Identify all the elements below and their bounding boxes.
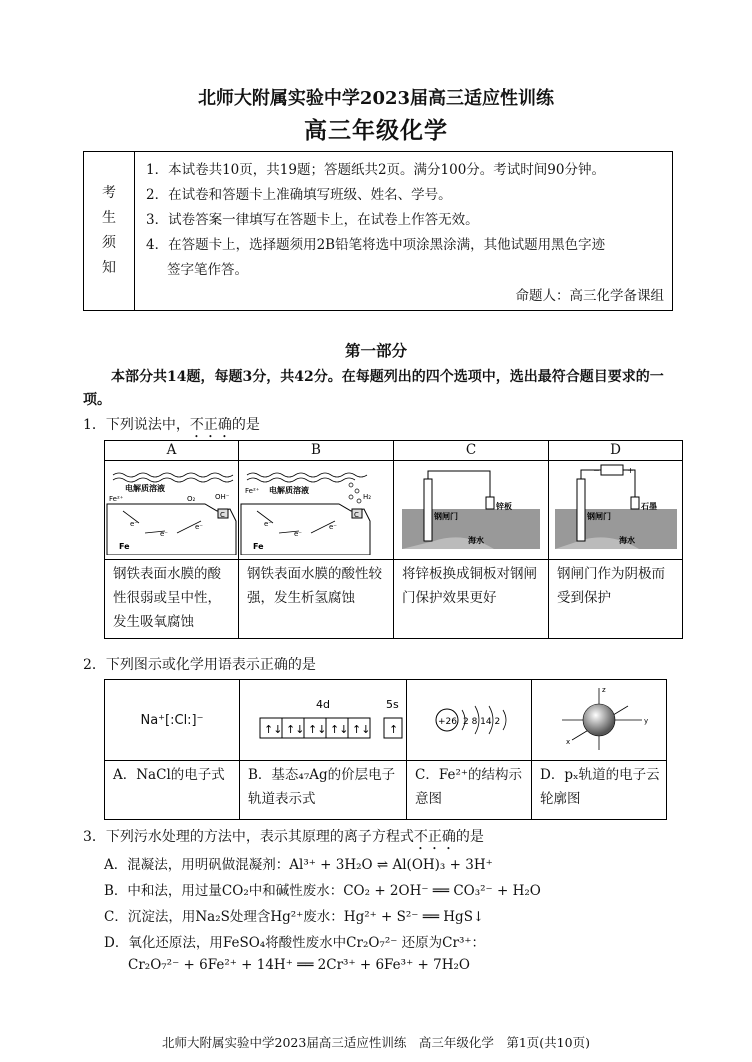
notice-items bbox=[146, 158, 666, 283]
figure-c-cell bbox=[394, 461, 549, 560]
notice-box bbox=[83, 151, 673, 311]
notice-item: 2．在试卷和答题卡上准确填写班级、姓名、学号。 bbox=[146, 187, 452, 203]
fe-ion-structure-diagram bbox=[407, 680, 531, 756]
figure-d-cell bbox=[549, 461, 683, 560]
svg-text:Fe²⁺: Fe²⁺ bbox=[109, 495, 124, 503]
figure-a-cell bbox=[105, 461, 239, 560]
svg-text:H₂: H₂ bbox=[363, 493, 372, 501]
q2-option-d: D．pₓ轨道的电子云轮廓图 bbox=[532, 761, 667, 820]
q3-option-d: D．氧化还原法，用FeSO₄将酸性废水中Cr₂O₇²⁻ 还原为Cr³⁺： bbox=[104, 935, 485, 951]
section-intro: 本部分共14题，每题3分，共42分。在每题列出的四个选项中，选出最符合题目要求的一项。 bbox=[83, 369, 664, 408]
svg-text:2 8 14 2: 2 8 14 2 bbox=[463, 717, 501, 727]
section-title: 第一部分 bbox=[344, 341, 407, 360]
corrosion-a-diagram bbox=[105, 461, 238, 555]
svg-text:5s: 5s bbox=[386, 698, 399, 711]
svg-text:e⁻: e⁻ bbox=[294, 530, 303, 538]
question-3-stem: 3．下列污水处理的方法中，表示其原理的离子方程式不正确的是 bbox=[83, 829, 484, 845]
svg-text:Fe: Fe bbox=[253, 542, 264, 551]
question-2-stem: 2．下列图示或化学用语表示正确的是 bbox=[83, 657, 316, 673]
svg-text:Fe²⁺: Fe²⁺ bbox=[245, 487, 260, 495]
ag-orbital-diagram bbox=[240, 680, 406, 756]
svg-text:e⁻: e⁻ bbox=[130, 520, 139, 528]
svg-text:e⁻: e⁻ bbox=[329, 523, 338, 531]
gate-zinc-diagram bbox=[394, 461, 548, 555]
svg-text:↑↓: ↑↓ bbox=[330, 723, 349, 736]
q2-option-b: B．基态₄₇Ag的价层电子轨道表示式 bbox=[240, 761, 407, 820]
q3-option-b: B．中和法，用过量CO₂中和碱性废水：CO₂ + 2OH⁻ ══ CO₃²⁻ + H₂O bbox=[104, 883, 541, 899]
author-line: 命题人：高三化学备课组 bbox=[515, 288, 664, 304]
col-label-c: C bbox=[394, 441, 549, 461]
px-orbital-cell bbox=[532, 680, 667, 761]
svg-text:锌板: 锌板 bbox=[496, 502, 512, 511]
option-b-text: 钢铁表面水膜的酸性较强，发生析氢腐蚀 bbox=[239, 560, 394, 639]
q2-option-c: C．Fe²⁺的结构示意图 bbox=[407, 761, 532, 820]
emphasis-text: 不正确 bbox=[413, 829, 456, 845]
svg-text:x: x bbox=[566, 738, 571, 746]
svg-text:e⁻: e⁻ bbox=[264, 520, 273, 528]
question-2-table bbox=[104, 679, 667, 820]
option-d-text: 钢闸门作为阴极而受到保护 bbox=[549, 560, 683, 639]
notice-item: 3．试卷答案一律填写在答题卡上，在试卷上作答无效。 bbox=[146, 212, 479, 228]
svg-text:钢闸门: 钢闸门 bbox=[434, 512, 458, 521]
svg-text:C: C bbox=[220, 511, 225, 519]
svg-text:y: y bbox=[644, 717, 649, 725]
nacl-lewis-structure: Na⁺[:Cl:]⁻ bbox=[140, 713, 204, 728]
svg-text:↑↓: ↑↓ bbox=[308, 723, 327, 736]
svg-text:Fe: Fe bbox=[119, 542, 130, 551]
svg-text:+26: +26 bbox=[438, 717, 457, 727]
svg-text:−: − bbox=[593, 466, 600, 475]
svg-text:↑↓: ↑↓ bbox=[352, 723, 371, 736]
fe-structure-cell bbox=[407, 680, 532, 761]
question-1-table bbox=[104, 440, 683, 639]
q3-option-d-equation: Cr₂O₇²⁻ + 6Fe²⁺ + 14H⁺ ══ 2Cr³⁺ + 6Fe³⁺ + 7H₂O bbox=[128, 957, 470, 973]
px-orbital-diagram bbox=[532, 680, 666, 756]
svg-text:z: z bbox=[602, 686, 606, 694]
svg-text:O₂: O₂ bbox=[187, 495, 196, 503]
svg-text:+: + bbox=[627, 466, 634, 475]
svg-text:e⁻: e⁻ bbox=[160, 530, 169, 538]
svg-text:↑↓: ↑↓ bbox=[264, 723, 283, 736]
svg-text:石墨: 石墨 bbox=[641, 502, 657, 511]
emphasis-text: 不正确 bbox=[189, 417, 232, 433]
col-label-d: D bbox=[549, 441, 683, 461]
svg-text:电解质溶液: 电解质溶液 bbox=[269, 486, 309, 495]
svg-text:e⁻: e⁻ bbox=[195, 523, 204, 531]
svg-text:C: C bbox=[354, 511, 359, 519]
svg-text:电解质溶液: 电解质溶液 bbox=[125, 484, 165, 493]
q3-option-a: A．混凝法，用明矾做混凝剂：Al³⁺ + 3H₂O ⇌ Al(OH)₃ + 3H⁺ bbox=[104, 857, 493, 873]
svg-text:4d: 4d bbox=[316, 698, 330, 711]
col-label-a: A bbox=[105, 441, 239, 461]
subject-title: 高三年级化学 bbox=[304, 117, 448, 144]
notice-item: 1．本试卷共10页，共19题；答题纸共2页。满分100分。考试时间90分钟。 bbox=[146, 162, 605, 178]
svg-text:↑: ↑ bbox=[389, 723, 399, 736]
notice-item-cont: 签字笔作答。 bbox=[167, 262, 248, 278]
svg-text:钢闸门: 钢闸门 bbox=[587, 512, 611, 521]
option-c-text: 将锌板换成铜板对钢闸门保护效果更好 bbox=[394, 560, 549, 639]
nacl-lewis-cell bbox=[105, 680, 240, 761]
svg-text:OH⁻: OH⁻ bbox=[215, 493, 230, 501]
svg-text:海水: 海水 bbox=[619, 536, 635, 545]
q2-option-a: A．NaCl的电子式 bbox=[105, 761, 240, 820]
page-footer: 北师大附属实验中学2023届高三适应性训练 高三年级化学 第1页(共10页) bbox=[162, 1035, 590, 1050]
corrosion-b-diagram bbox=[239, 461, 393, 555]
svg-text:海水: 海水 bbox=[468, 536, 484, 545]
q3-option-c: C．沉淀法，用Na₂S处理含Hg²⁺废水：Hg²⁺ + S²⁻ ══ HgS↓ bbox=[104, 909, 485, 925]
gate-cathode-diagram bbox=[549, 461, 682, 555]
col-label-b: B bbox=[239, 441, 394, 461]
option-a-text: 钢铁表面水膜的酸性很弱或呈中性，发生吸氧腐蚀 bbox=[105, 560, 239, 639]
svg-text:↑↓: ↑↓ bbox=[286, 723, 305, 736]
school-title: 北师大附属实验中学2023届高三适应性训练 bbox=[197, 88, 555, 109]
notice-item: 4．在答题卡上，选择题须用2B铅笔将选中项涂黑涂满，其他试题用黑色字迹 bbox=[146, 237, 606, 253]
ag-orbital-cell bbox=[240, 680, 407, 761]
notice-side-label: 考 生 须 知 bbox=[84, 152, 135, 310]
figure-b-cell bbox=[239, 461, 394, 560]
question-1-stem: 1．下列说法中，不正确的是 bbox=[83, 417, 260, 433]
